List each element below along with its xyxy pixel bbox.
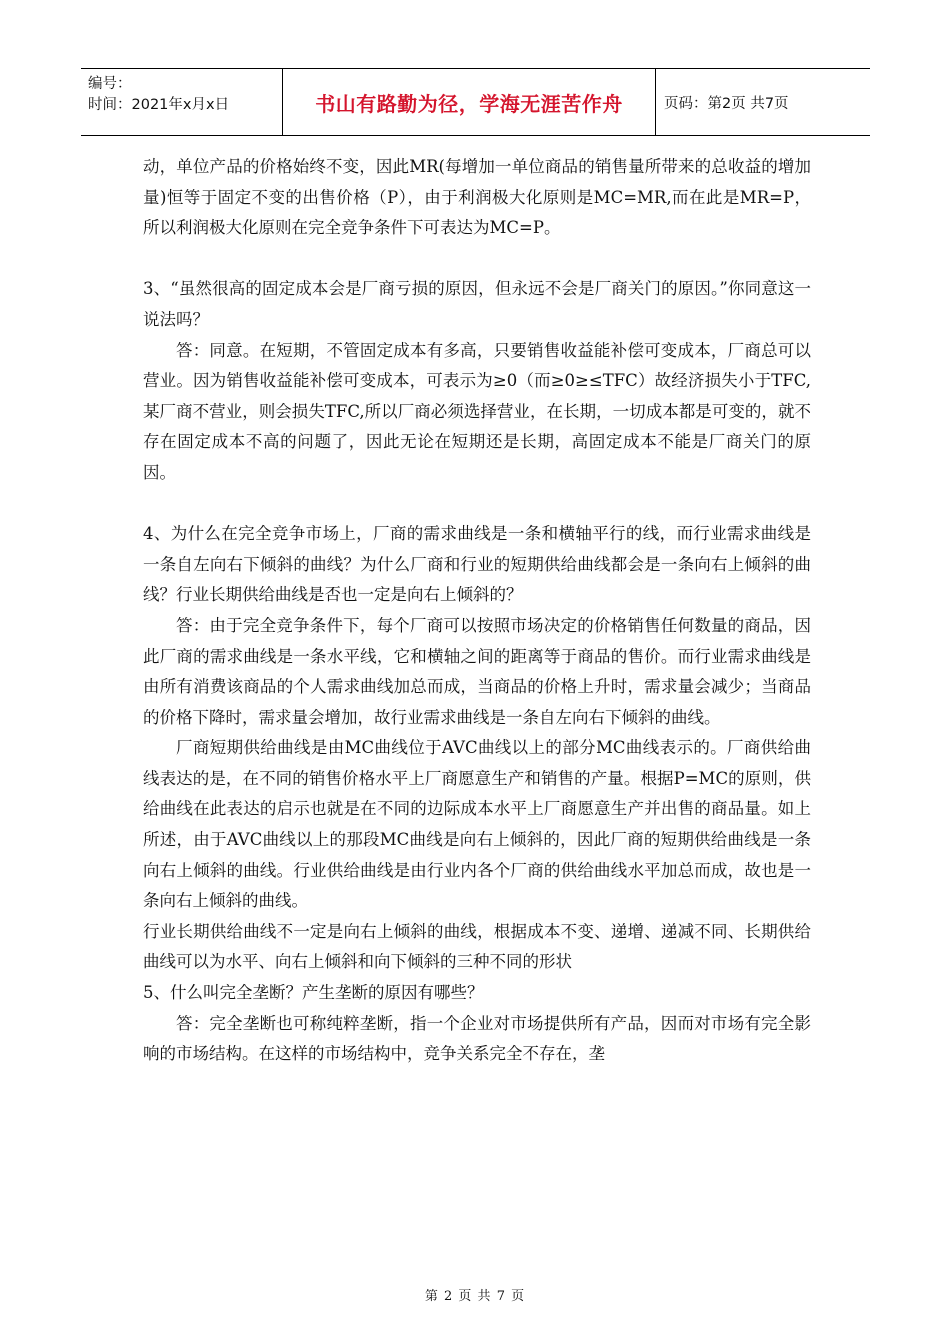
- answer-3: 答：同意。在短期，不管固定成本有多高，只要销售收益能补偿可变成本，厂商总可以营业。因为销售收益能补偿可变成本，可表示为≥0（而≥0≥≤TFC）故经济损失小于TFC,某厂商不营业，则会损失TFC,所以厂商必须选择营业，在长期，一切成本都是可变的，就不存在固定成本不高的问题了，因此无论在短期还是长期，高固定成本不能是厂商关门的原因。: [143, 340, 811, 482]
- paragraph: 动，单位产品的价格始终不变，因此MR(每增加一单位商品的销售量所带来的总收益的增加量)恒等于固定不变的出售价格（P），由于利润极大化原则是MC=MR,而在此是MR=P，所以利润极大化原则在完全竞争条件下可表达为MC=P。: [143, 157, 811, 238]
- question-3: 3、“虽然很高的固定成本会是厂商亏损的原因，但永远不会是厂商关门的原因。”你同意这一说法吗？: [143, 279, 811, 329]
- time-label: 时间：2021年x月x日: [88, 97, 230, 113]
- header-table: [81, 68, 870, 136]
- document-body: [143, 152, 811, 1070]
- answer-4: 答：由于完全竞争条件下，每个厂商可以按照市场决定的价格销售任何数量的商品，因此厂商的需求曲线是一条水平线，它和横轴之间的距离等于商品的售价。而行业需求曲线是由所有消费该商品的个人需求曲线加总而成，当商品的价格上升时，需求量会减少；当商品的价格下降时，需求量会增加，故行业需求曲线是一条自左向右下倾斜的曲线。: [143, 615, 811, 727]
- page-footer: 第 2 页 共 7 页: [424, 1289, 526, 1304]
- question-4: 4、为什么在完全竞争市场上，厂商的需求曲线是一条和横轴平行的线，而行业需求曲线是一条自左向右下倾斜的曲线？为什么厂商和行业的短期供给曲线都会是一条向右上倾斜的曲线？行业长期供给曲线是否也一定是向右上倾斜的？: [143, 524, 811, 605]
- header-info-cell: [81, 69, 283, 135]
- paragraph: 厂商短期供给曲线是由MC曲线位于AVC曲线以上的部分MC曲线表示的。厂商供给曲线表达的是，在不同的销售价格水平上厂商愿意生产和销售的产量。根据P=MC的原则，供给曲线在此表达的启示也就是在不同的边际成本水平上厂商愿意生产并出售的商品量。如上所述，由于AVC曲线以上的那段MC曲线是向右上倾斜的，因此厂商的短期供给曲线是一条向右上倾斜的曲线。行业供给曲线是由行业内各个厂商的供给曲线水平加总而成，故也是一条向右上倾斜的曲线。: [143, 738, 811, 911]
- page-code: 页码：第2页 共7页: [664, 95, 789, 112]
- question-5: 5、什么叫完全垄断？产生垄断的原因有哪些？: [143, 983, 484, 1003]
- motto: 书山有路勤为径，学海无涯苦作舟: [283, 69, 656, 135]
- paragraph-gap: [143, 244, 811, 275]
- paragraph-gap: [143, 489, 811, 520]
- answer-5: 答：完全垄断也可称纯粹垄断，指一个企业对市场提供所有产品，因而对市场有完全影响的市场结构。在这样的市场结构中，竞争关系完全不存在，垄: [143, 1013, 811, 1064]
- paragraph: 行业长期供给曲线不一定是向右上倾斜的曲线，根据成本不变、递增、递减不同、长期供给曲线可以为水平、向右上倾斜和向下倾斜的三种不同的形状: [143, 921, 811, 972]
- code-label: 编号：: [88, 76, 132, 92]
